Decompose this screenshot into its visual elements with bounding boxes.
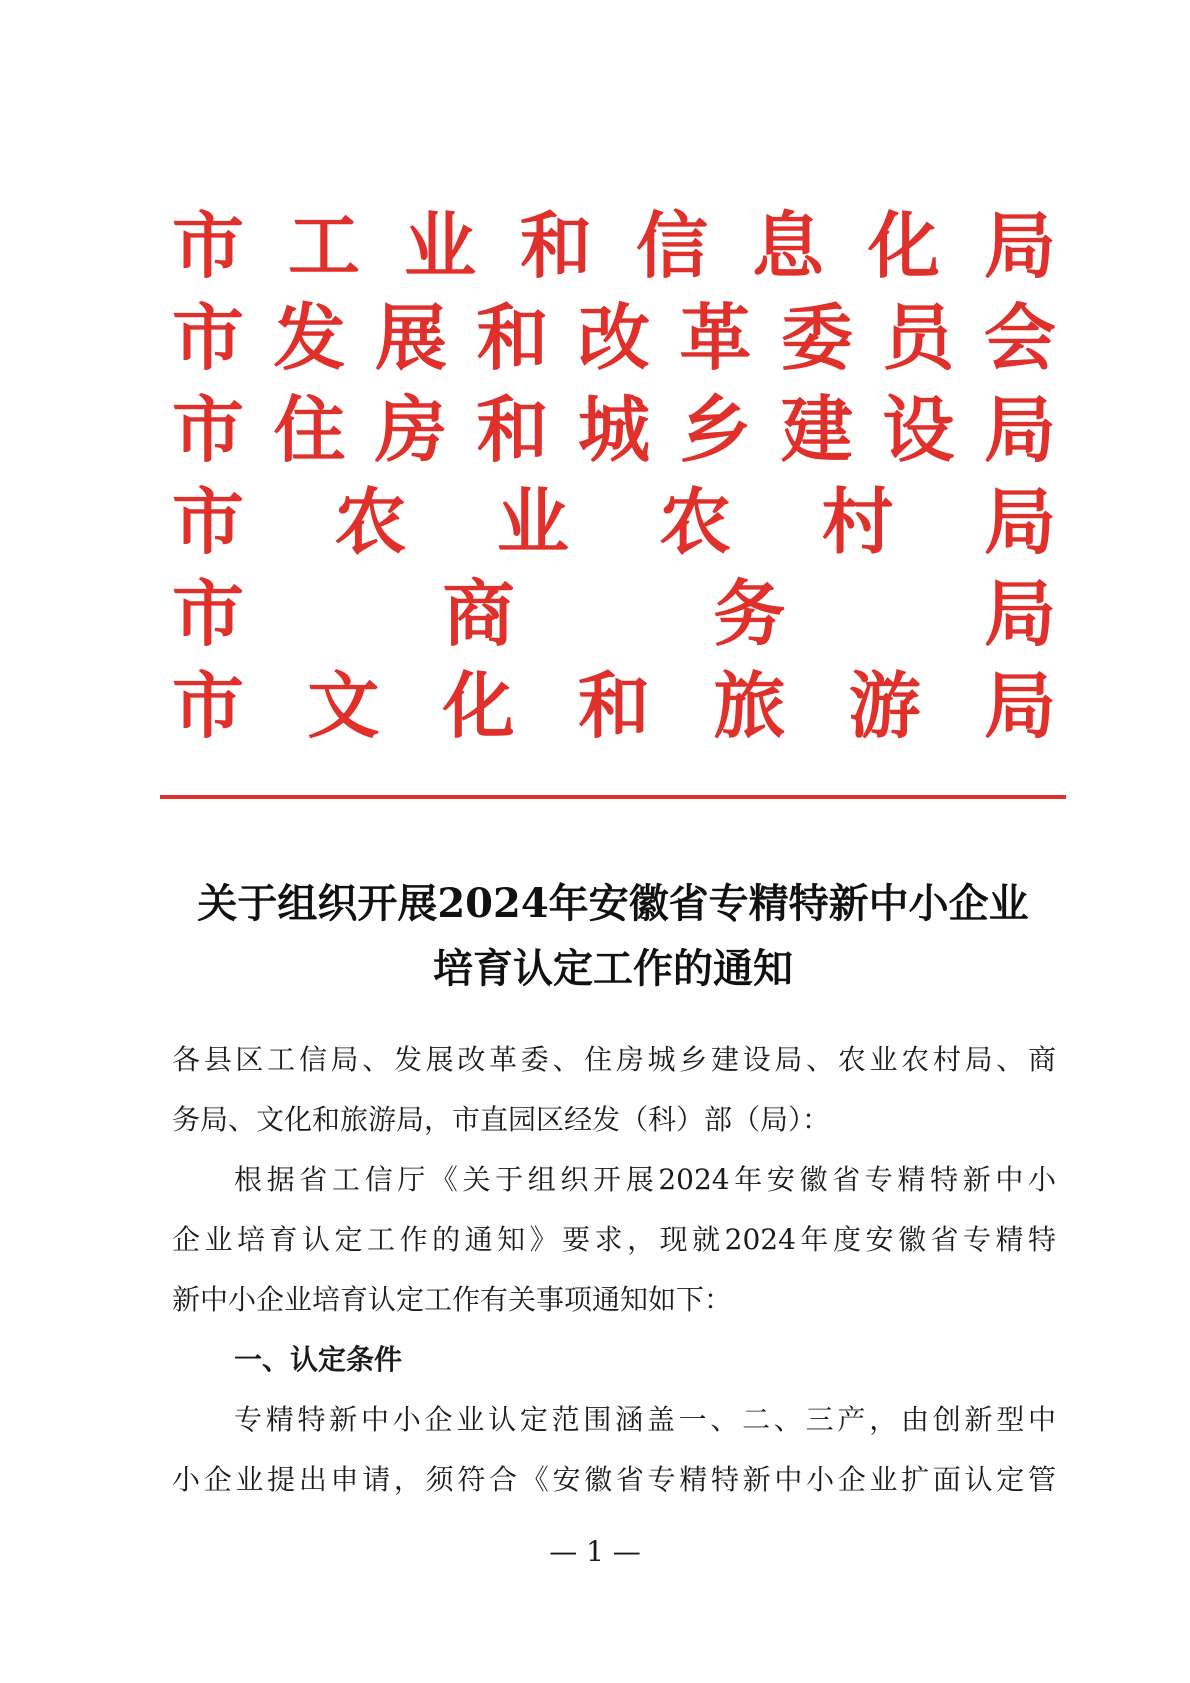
letterhead-char: 业 <box>496 479 569 564</box>
letterhead-char: 市 <box>172 571 245 656</box>
letterhead-char: 住 <box>273 387 346 472</box>
letterhead-char: 旅 <box>713 663 786 748</box>
letterhead-char: 农 <box>334 479 407 564</box>
document-title-line-2: 培育认定工作的通知 <box>433 945 793 992</box>
letterhead-char: 局 <box>983 387 1056 472</box>
body-paragraph-line: 企业培育认定工作的通知》要求，现就2024年度安徽省专精特 <box>172 1223 1056 1256</box>
letterhead-line-3 <box>172 384 1056 476</box>
body-paragraph-line: 小企业提出申请，须符合《安徽省专精特新中小企业扩面认定管 <box>172 1463 1056 1496</box>
letterhead-char: 改 <box>577 295 650 380</box>
letterhead <box>172 200 1056 752</box>
letterhead-char: 市 <box>172 387 245 472</box>
letterhead-char: 市 <box>172 479 245 564</box>
letterhead-line-1 <box>172 200 1056 292</box>
addressee-line-1: 各县区工信局、发展改革委、住房城乡建设局、农业农村局、商 <box>172 1043 1056 1076</box>
letterhead-char: 市 <box>172 295 245 380</box>
letterhead-char: 息 <box>751 203 824 288</box>
letterhead-line-5 <box>172 568 1056 660</box>
letterhead-char: 和 <box>476 387 549 472</box>
letterhead-char: 和 <box>519 203 592 288</box>
letterhead-divider <box>160 795 1066 799</box>
letterhead-char: 化 <box>867 203 940 288</box>
letterhead-char: 设 <box>882 387 955 472</box>
page-number: — 1 — <box>549 1535 641 1568</box>
letterhead-char: 局 <box>983 663 1056 748</box>
letterhead-char: 业 <box>403 203 476 288</box>
letterhead-char: 市 <box>172 663 245 748</box>
letterhead-char: 革 <box>679 295 752 380</box>
letterhead-char: 和 <box>476 295 549 380</box>
letterhead-char: 发 <box>273 295 346 380</box>
body-paragraph-line: 新中小企业培育认定工作有关事项通知如下： <box>172 1283 733 1316</box>
body-paragraph-line: 根据省工信厅《关于组织开展2024年安徽省专精特新中小 <box>234 1163 1056 1196</box>
addressee-line-2: 务局、文化和旅游局，市直园区经发（科）部（局）： <box>172 1103 831 1136</box>
letterhead-char: 局 <box>983 203 1056 288</box>
letterhead-char: 房 <box>374 387 447 472</box>
letterhead-char: 商 <box>442 571 515 656</box>
letterhead-char: 市 <box>172 203 245 288</box>
letterhead-char: 和 <box>577 663 650 748</box>
letterhead-char: 展 <box>374 295 447 380</box>
letterhead-line-6 <box>172 660 1056 752</box>
letterhead-char: 村 <box>821 479 894 564</box>
letterhead-char: 信 <box>635 203 708 288</box>
letterhead-char: 城 <box>577 387 650 472</box>
letterhead-char: 员 <box>882 295 955 380</box>
letterhead-char: 化 <box>442 663 515 748</box>
letterhead-line-2 <box>172 292 1056 384</box>
letterhead-char: 农 <box>659 479 732 564</box>
letterhead-char: 乡 <box>679 387 752 472</box>
letterhead-char: 工 <box>287 203 360 288</box>
section-heading: 一、认定条件 <box>234 1343 403 1376</box>
letterhead-char: 会 <box>983 295 1056 380</box>
body-paragraph-line: 专精特新中小企业认定范围涵盖一、二、三产，由创新型中 <box>234 1403 1056 1436</box>
letterhead-line-4 <box>172 476 1056 568</box>
letterhead-char: 局 <box>983 479 1056 564</box>
letterhead-char: 局 <box>983 571 1056 656</box>
letterhead-char: 文 <box>307 663 380 748</box>
letterhead-char: 游 <box>848 663 921 748</box>
letterhead-char: 务 <box>713 571 786 656</box>
letterhead-char: 委 <box>780 295 853 380</box>
document-title-line-1: 关于组织开展2024年安徽省专精特新中小企业 <box>197 880 1029 927</box>
letterhead-char: 建 <box>780 387 853 472</box>
